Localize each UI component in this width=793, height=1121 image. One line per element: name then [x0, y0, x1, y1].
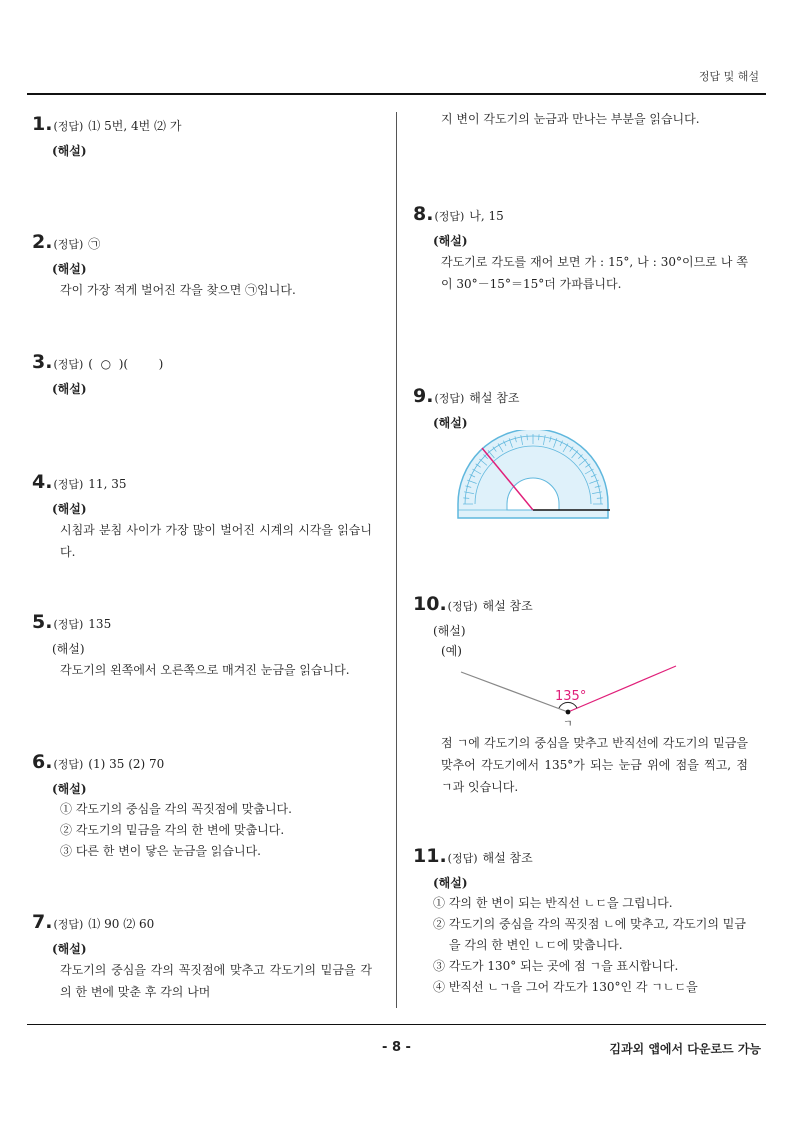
step-item: ③ 다른 한 변이 닿은 눈금을 읽습니다. [60, 844, 261, 858]
explanation-label: (해설) [433, 876, 468, 890]
answer-text: ㉠ [88, 237, 101, 251]
answer-text: 135 [88, 617, 112, 631]
explanation-text-part2: 지 변이 각도기의 눈금과 만나는 부분을 읽습니다. [441, 112, 700, 126]
question-7-continued [413, 108, 748, 130]
page-number: - 8 - [382, 1040, 411, 1055]
answer-tag: (정답) [447, 600, 478, 613]
answer-tag: (정답) [447, 852, 478, 865]
protractor-tick [527, 434, 528, 440]
answer-tag: (정답) [434, 392, 465, 405]
step-item: ④ 반직선 ㄴㄱ을 그어 각도가 130°인 각 ㄱㄴㄷ을 [433, 980, 698, 994]
question-number: 5. [32, 611, 53, 633]
answer-tag: (정답) [53, 758, 84, 771]
angle-135-figure [455, 660, 685, 730]
question-5 [32, 612, 372, 681]
question-8 [413, 204, 748, 295]
answer-tag: (정답) [434, 210, 465, 223]
example-label: (예) [441, 644, 462, 658]
question-number: 8. [413, 203, 434, 225]
header-section-title: 정답 및 해설 [698, 70, 759, 83]
footer-rule [27, 1024, 766, 1025]
footer-note: 김과외 앱에서 다운로드 가능 [609, 1042, 761, 1056]
question-9 [413, 386, 748, 433]
explanation-text: 점 ㄱ에 각도기의 중심을 맞추고 반직선에 각도기의 밑금을 맞추어 각도기에서 135°가 되는 눈금 위에 점을 찍고, 점 ㄱ과 잇습니다. [441, 736, 748, 794]
explanation-text: 각도기로 각도를 재어 보면 가 : 15°, 나 : 30°이므로 나 쪽이 30°－15°＝15°더 가파릅니다. [441, 255, 748, 291]
angle-gray-ray [461, 672, 568, 712]
protractor-icon [458, 430, 608, 518]
angle-label: 135° [555, 689, 587, 704]
explanation-label: (해설) [433, 624, 466, 638]
answer-tag: (정답) [53, 358, 84, 371]
explanation-label: (해설) [52, 782, 87, 796]
answer-tag: (정답) [53, 478, 84, 491]
protractor-tick [597, 498, 603, 499]
question-number: 10. [413, 593, 447, 615]
explanation-label: (해설) [433, 416, 468, 430]
question-number: 4. [32, 471, 53, 493]
question-7 [32, 912, 372, 1003]
explanation-label: (해설) [52, 382, 87, 396]
protractor-figure [455, 430, 615, 522]
protractor-tick [463, 498, 469, 499]
answer-text: 해설 참조 [469, 391, 520, 405]
step-item: ① 각도기의 중심을 각의 꼭짓점에 맞춥니다. [60, 802, 292, 816]
answer-text: ⑴ 5번, 4번 ⑵ 가 [88, 119, 182, 133]
answer-text: 해설 참조 [482, 851, 533, 865]
explanation-label: (해설) [52, 262, 87, 276]
question-2 [32, 232, 372, 301]
header-rule [27, 93, 766, 95]
step-item: ① 각의 한 변이 되는 반직선 ㄴㄷ을 그립니다. [433, 896, 673, 910]
question-number: 6. [32, 751, 53, 773]
answer-tag: (정답) [53, 918, 84, 931]
answer-text: 해설 참조 [482, 599, 533, 613]
answer-text: ⑴ 90 ⑵ 60 [88, 917, 155, 931]
column-divider [396, 112, 397, 1008]
explanation-label: (해설) [433, 234, 468, 248]
question-10-explanation [413, 732, 748, 798]
answer-text: 나, 15 [469, 209, 504, 223]
step-item: ② 각도기의 밑금을 각의 한 변에 맞춥니다. [60, 823, 285, 837]
question-number: 3. [32, 351, 53, 373]
answer-tag: (정답) [53, 238, 84, 251]
question-4 [32, 472, 372, 563]
question-number: 2. [32, 231, 53, 253]
question-number: 11. [413, 845, 447, 867]
explanation-text: 시침과 분침 사이가 가장 많이 벌어진 시계의 시각을 읽습니다. [60, 523, 372, 559]
protractor-tick [539, 434, 540, 440]
answer-tag: (정답) [53, 120, 84, 133]
question-number: 1. [32, 113, 53, 135]
answer-tag: (정답) [53, 618, 84, 631]
question-10 [413, 594, 748, 661]
vertex-label: ㄱ [563, 719, 573, 730]
explanation-text: 각이 가장 적게 벌어진 각을 찾으면 ㉠입니다. [60, 283, 296, 297]
answer-text: 11, 35 [88, 477, 127, 491]
answer-text: (1) 35 (2) 70 [88, 757, 165, 771]
step-item: ③ 각도가 130° 되는 곳에 점 ㄱ을 표시합니다. [433, 959, 679, 973]
explanation-label: (해설) [52, 642, 85, 656]
question-number: 7. [32, 911, 53, 933]
question-11 [413, 846, 748, 998]
step-item: ② 각도기의 중심을 각의 꼭짓점 ㄴ에 맞추고, 각도기의 밑금을 각의 한 변인 ㄴㄷ에 맞춥니다. [433, 917, 746, 952]
question-number: 9. [413, 385, 434, 407]
question-1 [32, 114, 372, 161]
question-6 [32, 752, 372, 862]
vertex-point [566, 710, 571, 715]
explanation-text-part1: 각도기의 중심을 각의 꼭짓점에 맞추고 각도기의 밑금을 각의 한 변에 맞춘 후 각의 나머 [60, 963, 372, 999]
explanation-label: (해설) [52, 502, 87, 516]
explanation-text: 각도기의 왼쪽에서 오른쪽으로 매겨진 눈금을 읽습니다. [60, 663, 350, 677]
question-3 [32, 352, 372, 399]
answer-text: ( ○ )( ) [88, 357, 164, 371]
explanation-label: (해설) [52, 144, 87, 158]
explanation-label: (해설) [52, 942, 87, 956]
